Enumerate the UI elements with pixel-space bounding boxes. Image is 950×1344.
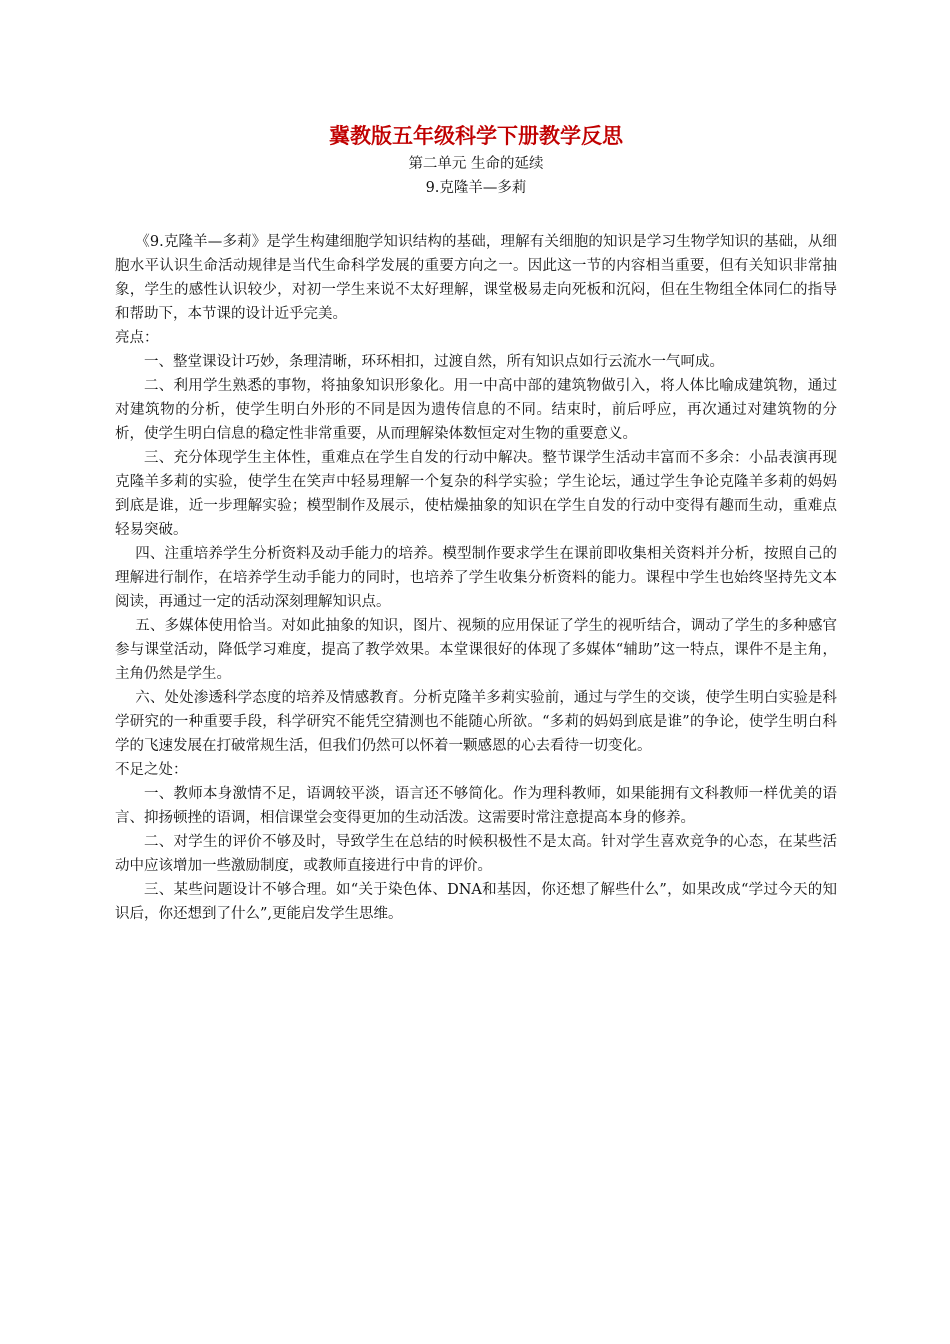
highlight-paragraph: 一、整堂课设计巧妙，条理清晰，环环相扣，过渡自然，所有知识点如行云流水一气呵成。 bbox=[144, 354, 724, 370]
highlight-paragraph: 四、注重培养学生分析资料及动手能力的培养。模型制作要求学生在课前即收集相关资料并分析，按照自己的理解进行制作，在培养学生动手能力的同时，也培养了学生收集分析资料的能力。课程中学生也始终坚持先文本阅读，再通过一定的活动深刻理解知识点。 bbox=[115, 546, 837, 610]
unit-subtitle: 第二单元 生命的延续 bbox=[408, 156, 544, 172]
highlight-paragraph: 五、多媒体使用恰当。对如此抽象的知识，图片、视频的应用保证了学生的视听结合，调动了学生的多种感官参与课堂活动，降低学习难度，提高了教学效果。本堂课很好的体现了多媒体“辅助”这一特点，课件不是主角，主角仍然是学生。 bbox=[115, 618, 837, 682]
shortcoming-paragraph: 二、对学生的评价不够及时，导致学生在总结的时候积极性不是太高。针对学生喜欢竞争的心态，在某些活动中应该增加一些激励制度，或教师直接进行中肯的评价。 bbox=[115, 834, 837, 874]
shortcomings-heading: 不足之处： bbox=[115, 762, 188, 778]
shortcoming-paragraph: 三、某些问题设计不够合理。如“关于染色体、DNA和基因，你还想了解些什么”，如果改成“学过今天的知识后，你还想到了什么”,更能启发学生思维。 bbox=[115, 882, 837, 922]
spacer bbox=[115, 200, 837, 230]
document-title: 冀教版五年级科学下册教学反思 bbox=[329, 124, 623, 148]
highlight-paragraph: 六、处处渗透科学态度的培养及情感教育。分析克隆羊多莉实验前，通过与学生的交谈，使学生明白实验是科学研究的一种重要手段，科学研究不能凭空猜测也不能随心所欲。“多莉的妈妈到底是谁”的争论，使学生明白科学的飞速发展在打破常规生活，但我们仍然可以怀着一颗感恩的心去看待一切变化。 bbox=[115, 690, 837, 754]
highlights-heading: 亮点： bbox=[115, 330, 159, 346]
lesson-subtitle: 9.克隆羊—多莉 bbox=[425, 180, 527, 196]
highlight-paragraph: 二、利用学生熟悉的事物，将抽象知识形象化。用一中高中部的建筑物做引入，将人体比喻成建筑物，通过对建筑物的分析，使学生明白外形的不同是因为遗传信息的不同。结束时，前后呼应，再次通过对建筑物的分析，使学生明白信息的稳定性非常重要，从而理解染体数恒定对生物的重要意义。 bbox=[115, 378, 837, 442]
document-page bbox=[115, 120, 837, 926]
intro-paragraph: 《9.克隆羊—多莉》是学生构建细胞学知识结构的基础，理解有关细胞的知识是学习生物学知识的基础，从细胞水平认识生命活动规律是当代生命科学发展的重要方向之一。因此这一节的内容相当重要，但有关知识非常抽象，学生的感性认识较少，对初一学生来说不太好理解，课堂极易走向死板和沉闷，但在生物组全体同仁的指导和帮助下，本节课的设计近乎完美。 bbox=[115, 234, 837, 322]
shortcoming-paragraph: 一、教师本身激情不足，语调较平淡，语言还不够简化。作为理科教师，如果能拥有文科教师一样优美的语言、抑扬顿挫的语调，相信课堂会变得更加的生动活泼。这需要时常注意提高本身的修养。 bbox=[115, 786, 837, 826]
highlight-paragraph: 三、充分体现学生主体性，重难点在学生自发的行动中解决。整节课学生活动丰富而不多余：小品表演再现克隆羊多莉的实验，使学生在笑声中轻易理解一个复杂的科学实验；学生论坛，通过学生争论克隆羊多莉的妈妈到底是谁，近一步理解实验；模型制作及展示，使枯燥抽象的知识在学生自发的行动中变得有趣而生动，重难点轻易突破。 bbox=[115, 450, 837, 538]
